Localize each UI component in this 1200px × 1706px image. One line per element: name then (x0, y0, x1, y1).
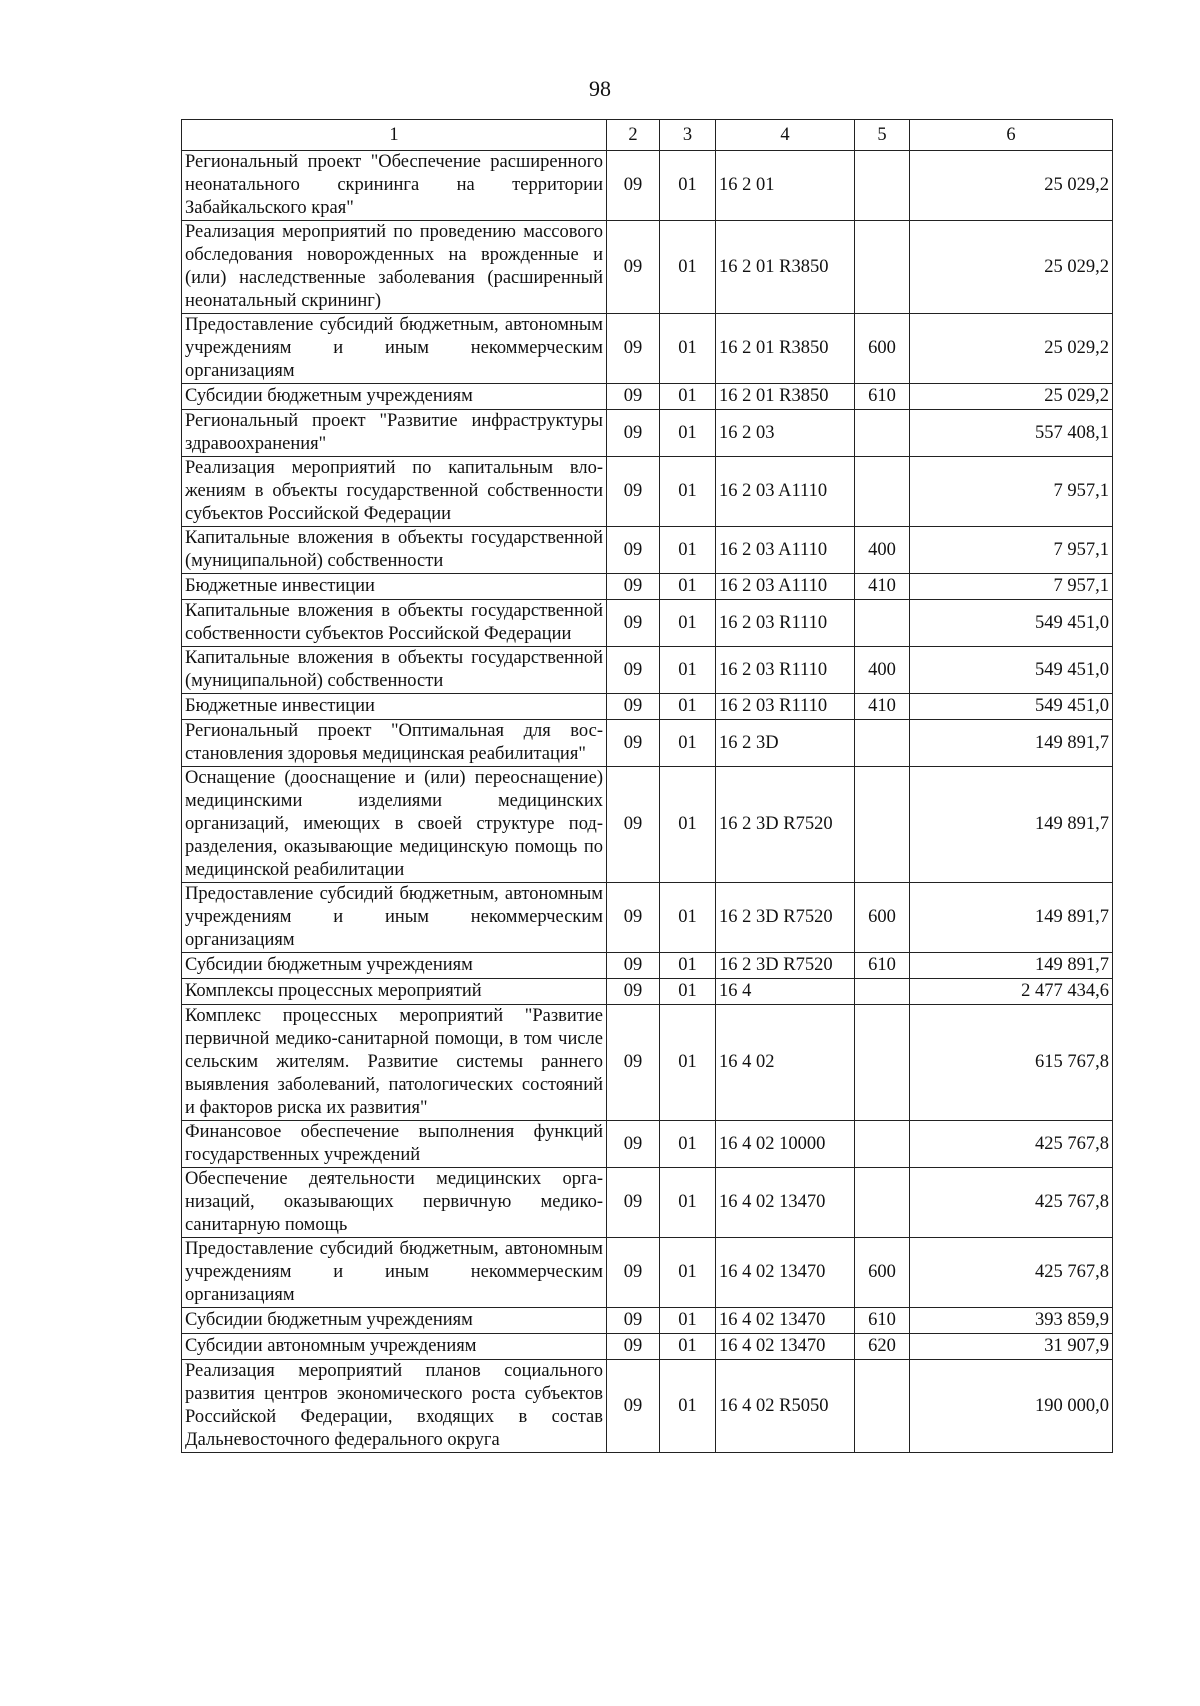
row-name: Субсидии бюджетным учреждениям (182, 1308, 607, 1334)
row-expense-type (855, 1121, 910, 1168)
row-subsection: 01 (660, 410, 716, 457)
row-section: 09 (607, 151, 660, 221)
header-col-4: 4 (716, 120, 855, 151)
row-expense-type: 620 (855, 1334, 910, 1360)
row-expense-type (855, 767, 910, 883)
row-section: 09 (607, 314, 660, 384)
row-subsection: 01 (660, 457, 716, 527)
row-target-article: 16 4 02 13470 (716, 1238, 855, 1308)
row-subsection: 01 (660, 151, 716, 221)
row-expense-type: 600 (855, 883, 910, 953)
row-name: Бюджетные инвестиции (182, 694, 607, 720)
row-amount: 31 907,9 (910, 1334, 1113, 1360)
header-col-1: 1 (182, 120, 607, 151)
row-amount: 25 029,2 (910, 314, 1113, 384)
table-row (182, 767, 1113, 883)
row-section: 09 (607, 1308, 660, 1334)
row-subsection: 01 (660, 1334, 716, 1360)
header-col-3: 3 (660, 120, 716, 151)
row-subsection: 01 (660, 767, 716, 883)
row-subsection: 01 (660, 1308, 716, 1334)
row-amount: 393 859,9 (910, 1308, 1113, 1334)
table-row (182, 1238, 1113, 1308)
row-amount: 557 408,1 (910, 410, 1113, 457)
row-name: Субсидии бюджетным учреждениям (182, 953, 607, 979)
table-row (182, 883, 1113, 953)
row-section: 09 (607, 1168, 660, 1238)
row-name: Предоставление субсидий бюджетным, автономным учреждениям и иным некоммерческим организациям (182, 1238, 607, 1308)
row-amount: 25 029,2 (910, 151, 1113, 221)
row-target-article: 16 4 02 13470 (716, 1308, 855, 1334)
table-row (182, 457, 1113, 527)
row-amount: 25 029,2 (910, 384, 1113, 410)
row-subsection: 01 (660, 384, 716, 410)
row-subsection: 01 (660, 314, 716, 384)
header-col-2: 2 (607, 120, 660, 151)
table-row (182, 953, 1113, 979)
row-subsection: 01 (660, 1238, 716, 1308)
row-name: Региональный проект "Обеспечение расширенного неонатального скрининга на территории Забайкальского края" (182, 151, 607, 221)
row-amount: 7 957,1 (910, 457, 1113, 527)
row-section: 09 (607, 1238, 660, 1308)
table-row (182, 979, 1113, 1005)
table-row (182, 221, 1113, 314)
row-amount: 7 957,1 (910, 527, 1113, 574)
row-name: Предоставление субсидий бюджетным, автономным учреждениям и иным некоммерческим организациям (182, 883, 607, 953)
table-row (182, 720, 1113, 767)
row-target-article: 16 2 03 A1110 (716, 527, 855, 574)
row-target-article: 16 2 03 R1110 (716, 647, 855, 694)
row-subsection: 01 (660, 527, 716, 574)
row-amount: 425 767,8 (910, 1121, 1113, 1168)
row-expense-type (855, 151, 910, 221)
table-body (182, 151, 1113, 1453)
row-name: Обеспечение деятельности медицинских организаций, оказывающих первичную медико-санитарную помощь (182, 1168, 607, 1238)
row-section: 09 (607, 600, 660, 647)
row-target-article: 16 2 03 R1110 (716, 600, 855, 647)
row-expense-type: 600 (855, 1238, 910, 1308)
row-expense-type: 600 (855, 314, 910, 384)
row-amount: 549 451,0 (910, 647, 1113, 694)
row-section: 09 (607, 574, 660, 600)
row-amount: 25 029,2 (910, 221, 1113, 314)
row-target-article: 16 2 03 R1110 (716, 694, 855, 720)
table-row (182, 694, 1113, 720)
row-subsection: 01 (660, 979, 716, 1005)
row-subsection: 01 (660, 1121, 716, 1168)
row-subsection: 01 (660, 1168, 716, 1238)
row-section: 09 (607, 767, 660, 883)
row-target-article: 16 4 (716, 979, 855, 1005)
table-row (182, 1334, 1113, 1360)
row-amount: 190 000,0 (910, 1360, 1113, 1453)
row-name: Реализация мероприятий планов социального развития центров экономического роста субъектов Российской Федерации, входящих в состав Дальневосточного федерального округа (182, 1360, 607, 1453)
row-section: 09 (607, 647, 660, 694)
row-name: Финансовое обеспечение выполнения функций государственных учреждений (182, 1121, 607, 1168)
row-target-article: 16 2 01 R3850 (716, 384, 855, 410)
row-section: 09 (607, 883, 660, 953)
row-amount: 549 451,0 (910, 694, 1113, 720)
row-target-article: 16 2 01 R3850 (716, 221, 855, 314)
row-name: Предоставление субсидий бюджетным, автономным учреждениям и иным некоммерческим организациям (182, 314, 607, 384)
row-amount: 149 891,7 (910, 767, 1113, 883)
row-subsection: 01 (660, 1360, 716, 1453)
row-amount: 2 477 434,6 (910, 979, 1113, 1005)
row-name: Оснащение (дооснащение и (или) переоснащение) медицинскими изделиями медицинских организаций, имеющих в своей структуре подразделения, оказывающие медицинскую помощь по медицинской реабилитации (182, 767, 607, 883)
row-target-article: 16 2 3D R7520 (716, 953, 855, 979)
row-subsection: 01 (660, 647, 716, 694)
row-name: Комплексы процессных мероприятий (182, 979, 607, 1005)
row-section: 09 (607, 410, 660, 457)
row-section: 09 (607, 1121, 660, 1168)
row-section: 09 (607, 457, 660, 527)
row-section: 09 (607, 953, 660, 979)
row-amount: 425 767,8 (910, 1168, 1113, 1238)
row-expense-type: 400 (855, 647, 910, 694)
header-col-5: 5 (855, 120, 910, 151)
row-target-article: 16 2 3D R7520 (716, 883, 855, 953)
table-row (182, 647, 1113, 694)
row-section: 09 (607, 979, 660, 1005)
row-expense-type (855, 457, 910, 527)
row-section: 09 (607, 1360, 660, 1453)
row-amount: 425 767,8 (910, 1238, 1113, 1308)
row-section: 09 (607, 1334, 660, 1360)
row-section: 09 (607, 720, 660, 767)
page-number: 98 (589, 76, 611, 101)
row-amount: 149 891,7 (910, 720, 1113, 767)
row-target-article: 16 4 02 13470 (716, 1168, 855, 1238)
row-name: Капитальные вложения в объекты государственной (муниципальной) собственности (182, 527, 607, 574)
row-amount: 549 451,0 (910, 600, 1113, 647)
row-target-article: 16 4 02 (716, 1005, 855, 1121)
row-subsection: 01 (660, 883, 716, 953)
row-name: Региональный проект "Развитие инфраструктуры здравоохранения" (182, 410, 607, 457)
row-name: Региональный проект "Оптимальная для восстановления здоровья медицинская реабилитация" (182, 720, 607, 767)
row-subsection: 01 (660, 953, 716, 979)
row-name: Капитальные вложения в объекты государственной собственности субъектов Российской Федерации (182, 600, 607, 647)
row-subsection: 01 (660, 720, 716, 767)
row-amount: 149 891,7 (910, 953, 1113, 979)
row-name: Комплекс процессных мероприятий "Развитие первичной медико-санитарной помощи, в том числе сельским жителям. Развитие системы раннего выявления заболеваний, патологических состояний и факторов риска их развития" (182, 1005, 607, 1121)
header-row (182, 120, 1113, 151)
row-section: 09 (607, 694, 660, 720)
table-row (182, 151, 1113, 221)
row-name: Реализация мероприятий по капитальным вложениям в объекты государственной собственности субъектов Российской Федерации (182, 457, 607, 527)
row-expense-type (855, 1005, 910, 1121)
row-target-article: 16 2 3D R7520 (716, 767, 855, 883)
row-target-article: 16 4 02 10000 (716, 1121, 855, 1168)
table-row (182, 574, 1113, 600)
row-name: Субсидии бюджетным учреждениям (182, 384, 607, 410)
table-row (182, 410, 1113, 457)
row-name: Бюджетные инвестиции (182, 574, 607, 600)
row-section: 09 (607, 221, 660, 314)
row-target-article: 16 2 01 R3850 (716, 314, 855, 384)
row-expense-type (855, 410, 910, 457)
row-subsection: 01 (660, 221, 716, 314)
row-amount: 615 767,8 (910, 1005, 1113, 1121)
row-section: 09 (607, 1005, 660, 1121)
table-row (182, 384, 1113, 410)
row-expense-type: 410 (855, 694, 910, 720)
row-expense-type (855, 1168, 910, 1238)
row-subsection: 01 (660, 600, 716, 647)
table-row (182, 1005, 1113, 1121)
row-expense-type: 400 (855, 527, 910, 574)
table-row (182, 1308, 1113, 1334)
row-subsection: 01 (660, 1005, 716, 1121)
row-expense-type: 610 (855, 1308, 910, 1334)
table-row (182, 1168, 1113, 1238)
row-subsection: 01 (660, 694, 716, 720)
table-row (182, 527, 1113, 574)
row-target-article: 16 2 03 A1110 (716, 574, 855, 600)
budget-table (181, 119, 1113, 1453)
row-section: 09 (607, 527, 660, 574)
header-col-6: 6 (910, 120, 1113, 151)
row-target-article: 16 2 3D (716, 720, 855, 767)
row-section: 09 (607, 384, 660, 410)
row-name: Реализация мероприятий по проведению массового обследования новорожденных на врожденные и (или) наследственные заболевания (расширенный неонатальный скрининг) (182, 221, 607, 314)
table-row (182, 600, 1113, 647)
row-expense-type (855, 221, 910, 314)
row-target-article: 16 2 01 (716, 151, 855, 221)
table-row (182, 1121, 1113, 1168)
row-expense-type (855, 979, 910, 1005)
row-target-article: 16 2 03 A1110 (716, 457, 855, 527)
row-name: Субсидии автономным учреждениям (182, 1334, 607, 1360)
table-row (182, 1360, 1113, 1453)
row-expense-type: 610 (855, 384, 910, 410)
row-target-article: 16 2 03 (716, 410, 855, 457)
row-amount: 149 891,7 (910, 883, 1113, 953)
row-name: Капитальные вложения в объекты государственной (муниципальной) собственности (182, 647, 607, 694)
table-row (182, 314, 1113, 384)
row-expense-type (855, 600, 910, 647)
row-target-article: 16 4 02 R5050 (716, 1360, 855, 1453)
row-expense-type (855, 720, 910, 767)
row-expense-type: 610 (855, 953, 910, 979)
row-amount: 7 957,1 (910, 574, 1113, 600)
row-expense-type (855, 1360, 910, 1453)
row-target-article: 16 4 02 13470 (716, 1334, 855, 1360)
row-expense-type: 410 (855, 574, 910, 600)
row-subsection: 01 (660, 574, 716, 600)
